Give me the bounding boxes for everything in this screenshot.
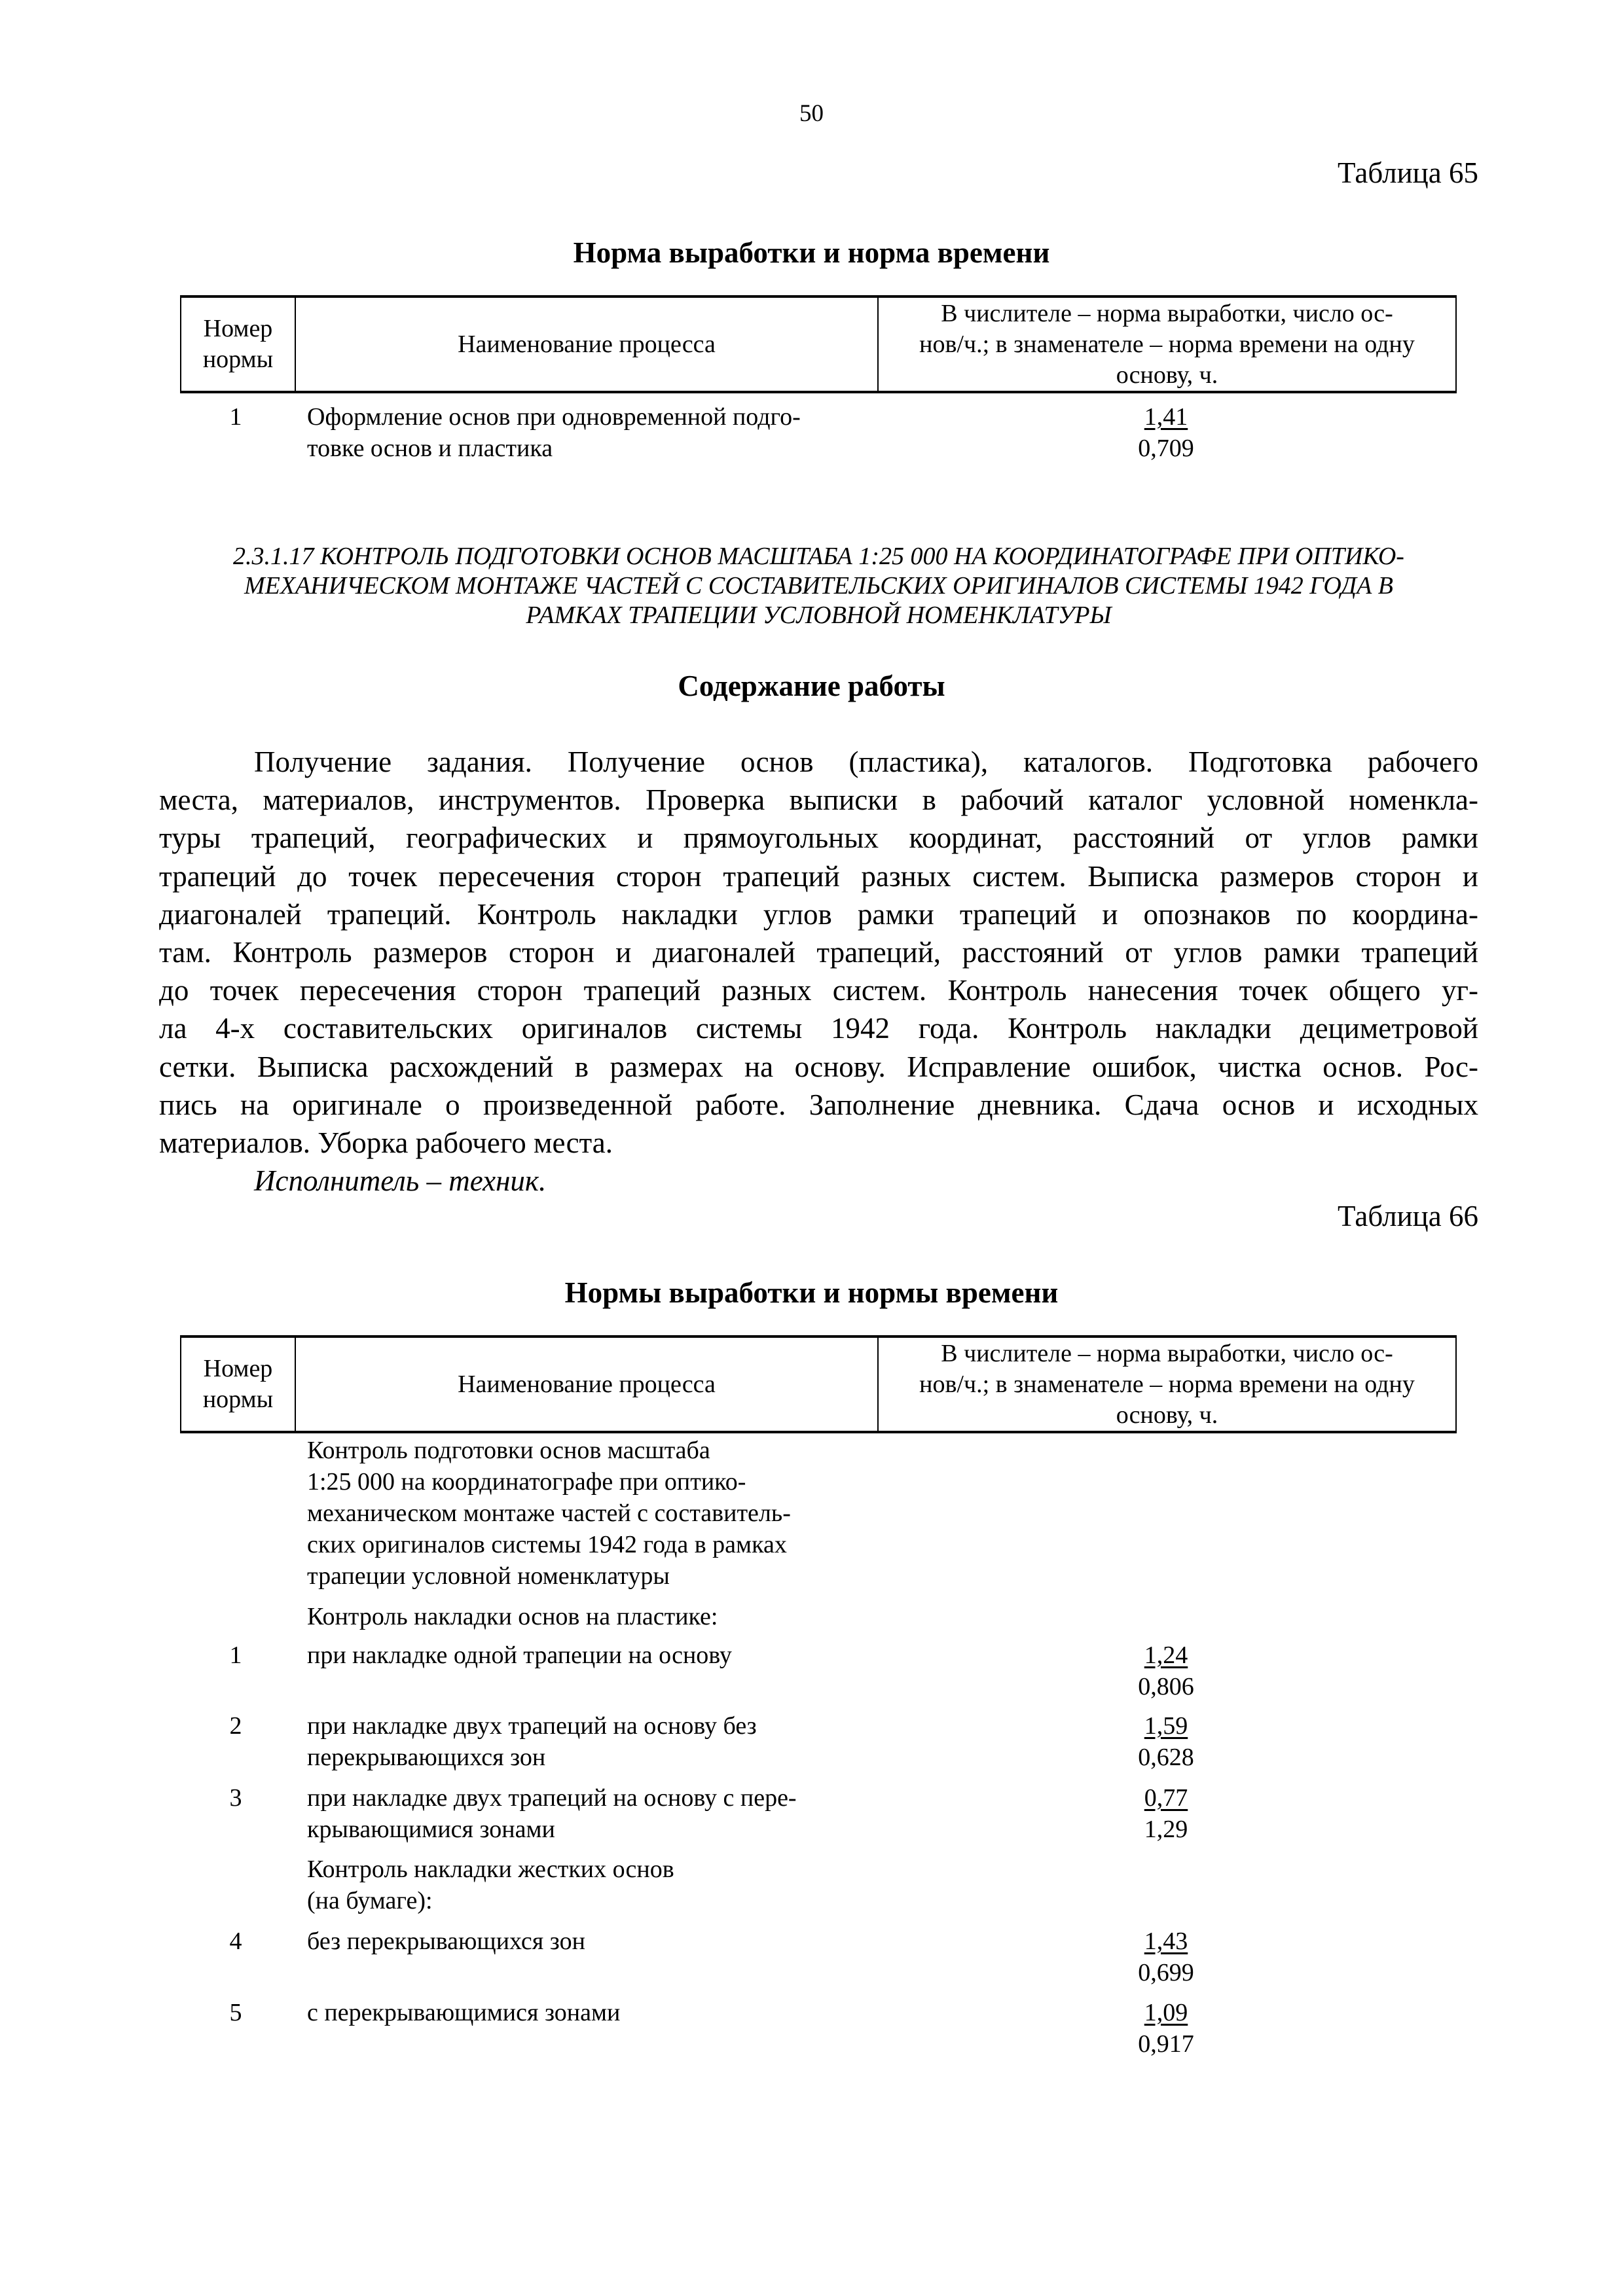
row-name: при накладке двух трапеций на основу с пере- крывающимися зонами xyxy=(307,1784,797,1843)
row-number: 1 xyxy=(229,403,242,431)
work-content-paragraph: Получение задания. Получение основ (пластика), каталогов. Подготовка рабочего места, материалов, инструментов. Проверка выписки в рабочий каталог условной номенкла- туры трапеций, географических и прямоугольных координат, расстояний от углов рамки трапеций до точек пересечения сторон трапеций разных систем. Выписка размеров сторон и диагоналей трапеций. Контроль накладки углов рамки трапеций и опознаков по координа- там. Контроль размеров сторон и диагоналей трапеций, расстояний от углов рамки трапеций до точек пересечения сторон трапеций разных систем. Контроль нанесения точек общего уг- ла 4-х составительских оригиналов системы 1942 года. Контроль накладки дециметровой сетки. Выписка расхождений в размерах на основу. Исправление ошибок, чистка основ. Рос- пись на оригинале о произведенной работе. Заполнение дневника. Сдача основ и исходных материалов. Уборка рабочего места. Исполнитель – техник. xyxy=(159,743,1478,1200)
row-name: без перекрывающихся зон xyxy=(307,1928,585,1955)
row-value: 1,09 0,917 xyxy=(1138,1999,1194,2058)
content-title: Содержание работы xyxy=(678,670,945,702)
row-value: 1,43 0,699 xyxy=(1138,1928,1194,1986)
header-name: Наименование процесса xyxy=(295,1336,878,1432)
table-66-title: Нормы выработки и нормы времени xyxy=(564,1276,1059,1309)
table-65-header xyxy=(180,295,1457,393)
table-65-title: Норма выработки и норма времени xyxy=(573,236,1050,269)
executor: Исполнитель – техник. xyxy=(254,1164,547,1198)
page-number: 50 xyxy=(799,100,824,127)
row-name: Оформление основ при одновременной подго- товке основ и пластика xyxy=(307,403,801,462)
row-number: 2 xyxy=(229,1712,242,1740)
table-66-header xyxy=(180,1335,1457,1433)
row-number: 5 xyxy=(229,1999,242,2026)
row-name: с перекрывающимися зонами xyxy=(307,1999,621,2026)
table-65-label: Таблица 65 xyxy=(1338,156,1478,189)
header-number: Номер нормы xyxy=(181,1336,295,1432)
row-number: 1 xyxy=(229,1641,242,1669)
table-66-label: Таблица 66 xyxy=(1338,1200,1478,1232)
header-name: Наименование процесса xyxy=(295,296,878,392)
row-value: 0,77 1,29 xyxy=(1144,1784,1188,1843)
row-value: 1,24 0,806 xyxy=(1138,1641,1194,1700)
header-number: Номер нормы xyxy=(181,296,295,392)
row-number: 3 xyxy=(229,1784,242,1812)
header-value: В числителе – норма выработки, число ос- нов/ч.; в знаменателе – норма времени на одну основу, ч. xyxy=(878,296,1456,392)
row-name: при накладке одной трапеции на основу xyxy=(307,1641,732,1669)
intro-text: Контроль подготовки основ масштаба 1:25 000 на координатографе при оптико- механическом монтаже частей с составитель- ских оригиналов системы 1942 года в рамках трапеции условной номенклатуры xyxy=(307,1437,791,1590)
row-value: 1,41 0,709 xyxy=(1138,403,1194,462)
section-heading: 2.3.1.17 КОНТРОЛЬ ПОДГОТОВКИ ОСНОВ МАСШТАБА 1:25 000 НА КООРДИНАТОГРАФЕ ПРИ ОПТИКО- МЕХАНИЧЕСКОМ МОНТАЖЕ ЧАСТЕЙ С СОСТАВИТЕЛЬСКИХ ОРИГИНАЛОВ СИСТЕМЫ 1942 ГОДА В РАМКАХ ТРАПЕЦИИ УСЛОВНОЙ НОМЕНКЛАТУРЫ xyxy=(233,543,1404,629)
row-value: 1,59 0,628 xyxy=(1138,1712,1194,1771)
header-value: В числителе – норма выработки, число ос- нов/ч.; в знаменателе – норма времени на одну основу, ч. xyxy=(878,1336,1456,1432)
row-number: 4 xyxy=(229,1928,242,1955)
row-name: при накладке двух трапеций на основу без перекрывающихся зон xyxy=(307,1712,757,1771)
